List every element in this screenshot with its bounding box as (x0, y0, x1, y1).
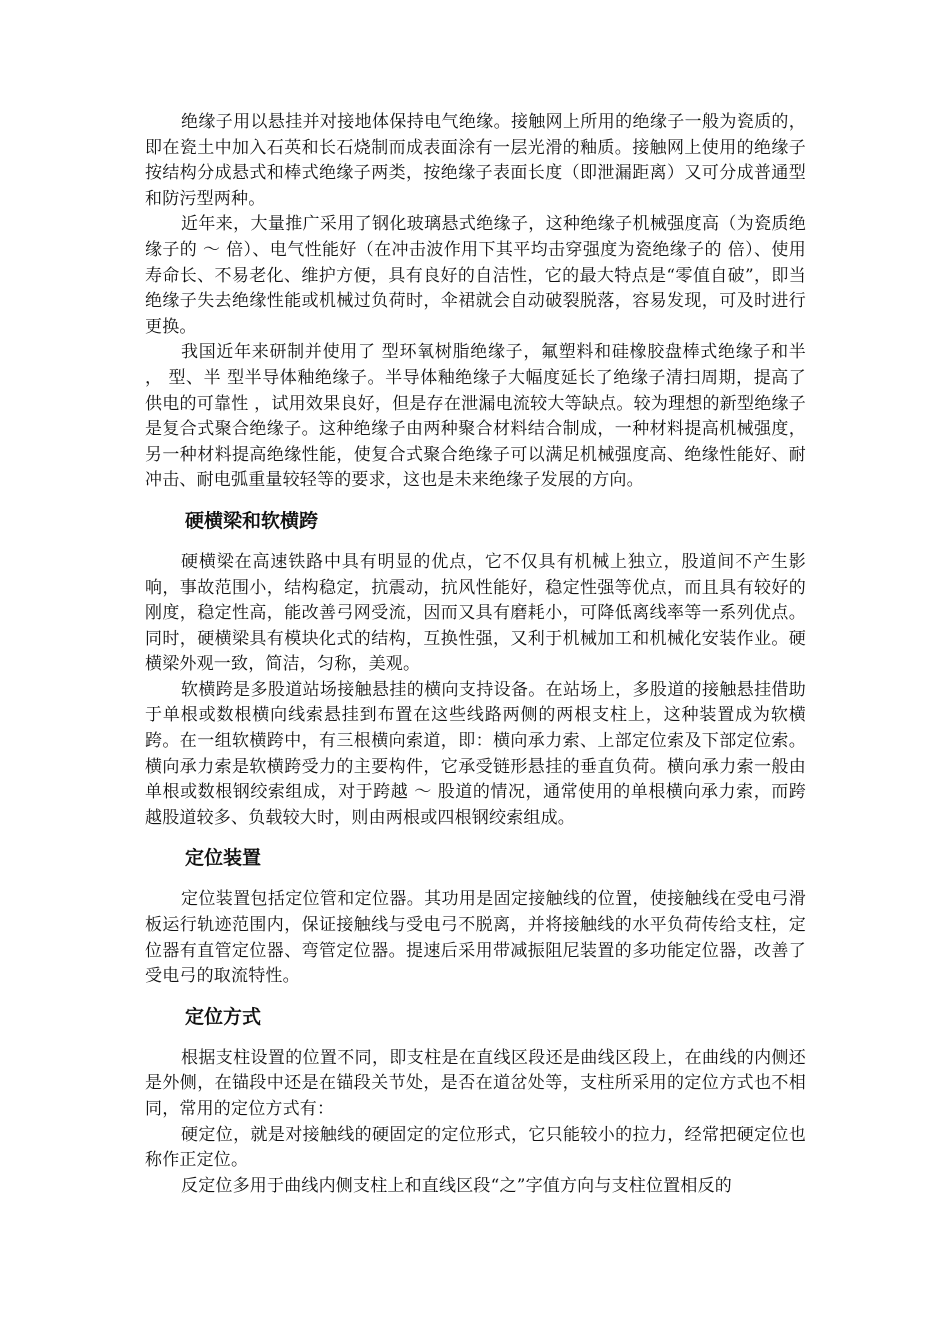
section-heading: 定位装置 (185, 847, 262, 870)
document-page (145, 110, 812, 1199)
paragraph: 根据支柱设置的位置不同，即支柱是在直线区段还是曲线区段上，在曲线的内侧还是外侧，在锚段中还是在锚段关节处，是否在道岔处等，支柱所采用的定位方式也不相同，常用的定位方式有： (145, 1047, 806, 1119)
paragraph: 绝缘子用以悬挂并对接地体保持电气绝缘。接触网上所用的绝缘子一般为瓷质的，即在瓷土中加入石英和长石烧制而成表面涂有一层光滑的釉质。接触网上使用的绝缘子按结构分成悬式和棒式绝缘子两类，按绝缘子表面长度（即泄漏距离）又可分成普通型和防污型两种。 (145, 112, 806, 209)
insulator-section (145, 110, 812, 494)
positioner-section (145, 845, 806, 989)
paragraph: 近年来，大量推广采用了钢化玻璃悬式绝缘子，这种绝缘子机械强度高（为瓷质绝缘子的 ～ 倍）、电气性能好（在冲击波作用下其平均击穿强度为瓷绝缘子的 倍）、使用寿命长、不易老化、维护方便，具有良好的自洁性，它的最大特点是“零值自破”，即当绝缘子失去绝缘性能或机械过负荷时，伞裙就会自动破裂脱落，容易发现，可及时进行更换。 (145, 214, 806, 337)
paragraph: 反定位多用于曲线内侧支柱上和直线区段“之”字值方向与支柱位置相反的 (181, 1175, 732, 1196)
paragraph: 软横跨是多股道站场接触悬挂的横向支持设备。在站场上，多股道的接触悬挂借助于单根或数根横向线索悬挂到布置在这些线路两侧的两根支柱上，这种装置成为软横跨。在一组软横跨中，有三根横向索道，即：横向承力索、上部定位索及下部定位索。横向承力索是软横跨受力的主要构件，它承受链形悬挂的垂直负荷。横向承力索一般由单根或数根钢绞索组成，对于跨越 ～ 股道的情况，通常使用的单根横向承力索，而跨越股道较多、负载较大时，则由两根或四根钢绞索组成。 (145, 679, 806, 828)
paragraph: 硬定位，就是对接触线的硬固定的定位形式，它只能较小的拉力，经常把硬定位也称作正定位。 (145, 1124, 806, 1171)
section-heading: 硬横梁和软横跨 (185, 509, 319, 532)
paragraph: 我国近年来研制并使用了 型环氧树脂绝缘子，氟塑料和硅橡胶盘棒式绝缘子和半 ， 型、半 型半导体釉绝缘子。半导体釉绝缘子大幅度延长了绝缘子清扫周期，提高了供电的可靠性 ，试用效果良好，但是存在泄漏电流较大等缺点。较为理想的新型绝缘子是复合式聚合绝缘子。这种绝缘子由两种聚合材料结合制成，一种材料提高机械强度，另一种材料提高绝缘性能，使复合式聚合绝缘子可以满足机械强度高、绝缘性能好、耐冲击、耐电弧重量较轻等的要求，这也是未来绝缘子发展的方向。 (145, 342, 812, 491)
section-heading: 定位方式 (185, 1005, 262, 1028)
paragraph: 硬横梁在高速铁路中具有明显的优点，它不仅具有机械上独立，股道间不产生影响，事故范围小，结构稳定，抗震动，抗风性能好，稳定性强等优点，而且具有较好的刚度，稳定性高，能改善弓网受流，因而又具有磨耗小，可降低离线率等一系列优点。同时，硬横梁具有模块化式的结构，互换性强，又利于机械加工和机械化安装作业。硬横梁外观一致，简洁，匀称，美观。 (145, 551, 806, 675)
crossbeam-section (145, 508, 806, 832)
paragraph: 定位装置包括定位管和定位器。其功用是固定接触线的位置，使接触线在受电弓滑板运行轨迹范围内，保证接触线与受电弓不脱离，并将接触线的水平负荷传给支柱，定位器有直管定位器、弯管定位器。提速后采用带减振阻尼装置的多功能定位器，改善了受电弓的取流特性。 (145, 889, 806, 987)
method-section (145, 1004, 806, 1200)
